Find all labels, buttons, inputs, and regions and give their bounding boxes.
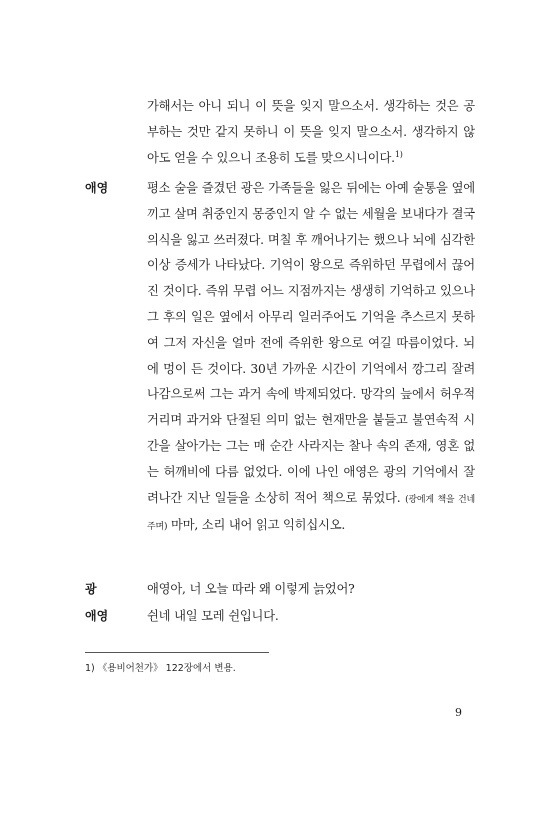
stage-direction: (광에게 책을 건네주며) bbox=[147, 494, 476, 533]
speaker-name: 광 bbox=[85, 582, 97, 596]
dialogue-text: 평소 술을 즐겼던 광은 가족들을 잃은 뒤에는 아예 술통을 옆에 끼고 살며 취중인지 몽중인지 알 수 없는 세월을 보내다가 결국 의식을 잃고 쓰러졌다. 며칠 후 깨어나기는 했으나 뇌에 심각한 이상 증세가 나타났다. 기억이 왕으로 즉위하던 무렵에서 끊어진 것이다. 즉위 무렵 어느 지점까지는 생생히 기억하고 있으나 그 후의 일은 옆에서 아무리 일러주어도 기억을 추스르지 못하여 그저 자신을 얼마 전에 즉위한 왕으로 여길 따름이었다. 뇌에 멍이 든 것이다. 30년 가까운 시간이 기억에서 깡그리 잘려나감으로써 그는 과거 속에 박제되었다. 망각의 늪에서 허우적거리며 과거와 단절된 의미 없는 현재만을 붙들고 불연속적 시간을 살아가는 그는 매 순간 사라지는 찰나 속의 존재, 영혼 없는 허깨비에 다름 없었다. 이에 나인 애영은 광의 기억에서 잘려나간 지난 일들을 소상히 적어 책으로 묶었다. (광에게 책을 건네주며) 마마, 소리 내어 읽고 익히십시오. bbox=[147, 181, 476, 533]
dialogue-text: 가해서는 아니 되니 이 뜻을 잊지 말으소서. 생각하는 것은 공부하는 것만 같지 못하니 이 뜻을 잊지 말으소서. 생각하지 않아도 얻을 수 있으니 조용히 도를 맞으시니이다.$^{1)}$ bbox=[147, 99, 475, 165]
dialogue-tail: 마마, 소리 내어 읽고 익히십시오. bbox=[171, 518, 346, 533]
footnote: 1) 《용비어천가》 122장에서 변용. bbox=[85, 663, 236, 674]
dialogue-text: 쉰네 내일 모레 쉰입니다. bbox=[147, 609, 279, 623]
footnote-reference: 1) bbox=[394, 149, 403, 159]
page-number: 9 bbox=[455, 706, 462, 719]
speaker-name: 애영 bbox=[85, 609, 109, 623]
speaker-name: 애영 bbox=[85, 181, 109, 195]
dialogue-text: 애영아, 너 오늘 따라 왜 이렇게 늙었어? bbox=[147, 582, 355, 596]
footnote-divider bbox=[85, 652, 269, 653]
